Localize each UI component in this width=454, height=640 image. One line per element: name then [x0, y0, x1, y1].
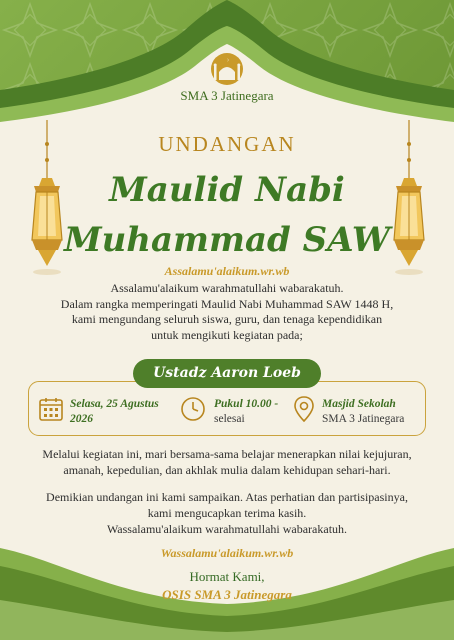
event-location [322, 397, 404, 427]
clock-icon [180, 396, 206, 422]
intro-line: untuk mengikuti kegiatan pada; [151, 327, 303, 342]
calendar-icon [38, 396, 64, 422]
time-line: Pukul 10.00 - [214, 398, 279, 410]
closing-greeting: Wassalamu'alaikum.wr.wb [160, 546, 294, 560]
date-line: 2026 [70, 413, 93, 425]
body-paragraph-1 [22, 446, 432, 478]
place-line: SMA 3 Jatinegara [322, 413, 405, 425]
body-paragraph-2 [22, 489, 432, 537]
body-line: amanah, kepedulian, dan akhlak mulia dalam kehidupan sehari-hari. [63, 463, 391, 477]
body-line: Demikian undangan ini kami sampaikan. Atas perhatian dan partisipasinya, [46, 490, 408, 504]
organizer-name: OSIS SMA 3 Jatinegara [162, 587, 292, 602]
regards-text: Hormat Kami, [189, 569, 265, 584]
event-date [70, 397, 159, 427]
opening-greeting: Assalamu'alaikum.wr.wb [164, 264, 290, 278]
event-time [214, 397, 278, 427]
body-line: kami mengucapkan terima kasih. [147, 506, 307, 520]
speaker-badge: Ustadz Aaron Loeb [133, 359, 321, 388]
body-line: Wassalamu'alaikum warahmatullahi wabarakatuh. [106, 522, 348, 536]
intro-paragraph [40, 281, 414, 343]
body-line: Melalui kegiatan ini, mari bersama-sama belajar menerapkan nilai kejujuran, [42, 447, 412, 461]
location-pin-icon [292, 395, 316, 423]
intro-line: Dalam rangka memperingati Maulid Nabi Muhammad SAW 1448 H, [60, 296, 394, 311]
mosque-logo-icon [208, 52, 246, 86]
place-line: Masjid Sekolah [322, 398, 396, 410]
invitation-label: UNDANGAN [158, 132, 296, 156]
event-title-line1: Maulid Nabi [109, 170, 345, 210]
intro-line: kami mengundang seluruh siswa, guru, dan tenaga kependidikan [71, 312, 383, 326]
time-line: selesai [214, 413, 245, 425]
date-line: Selasa, 25 Agustus [70, 398, 159, 410]
event-title-line2: Muhammad SAW [63, 220, 391, 260]
school-name: SMA 3 Jatinegara [180, 88, 274, 103]
intro-line: Assalamu'alaikum warahmatullahi wabarakatuh. [110, 281, 344, 295]
